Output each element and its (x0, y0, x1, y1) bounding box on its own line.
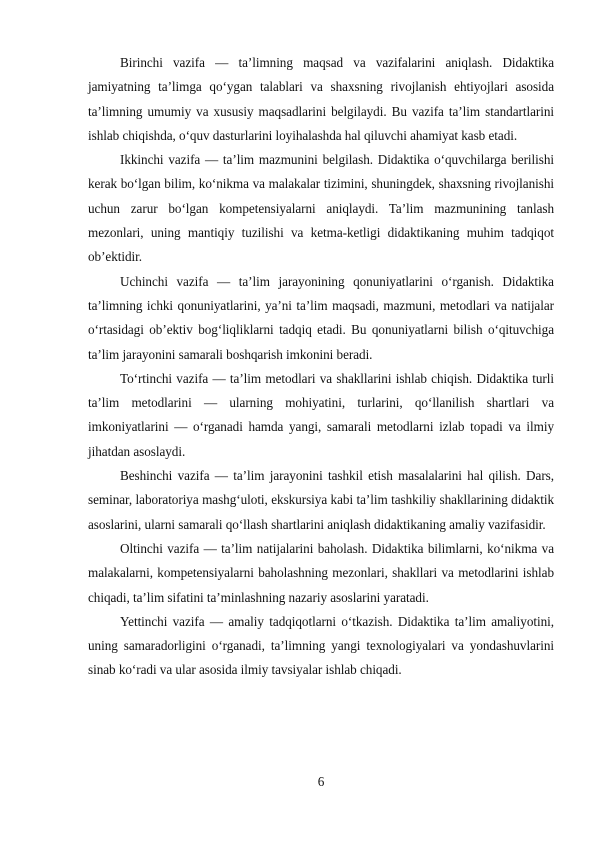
paragraph-task-4: To‘rtinchi vazifa — ta’lim metodlari va shakllarini ishlab chiqish. Didaktika turli ta’lim metodlarini — ularning mohiyatini, turlarini, qo‘llanilish shartlari va imkoniyatlarini — o‘rganadi hamda yangi, samarali metodlarni izlab topadi va ilmiy jihatdan asoslaydi. (88, 370, 554, 459)
paragraph-task-3: Uchinchi vazifa — ta’lim jarayonining qonuniyatlarini o‘rganish. Didaktika ta’limning ichki qonuniyatlarini, ya’ni ta’lim maqsadi, mazmuni, metodlari va natijalar o‘rtasidagi ob’ektiv bog‘liqliklarni tadqiq etadi. Bu qonuniyatlarni bilish o‘qituvchiga ta’lim jarayonini samarali boshqarish imkonini beradi. (88, 273, 554, 362)
paragraph-task-1: Birinchi vazifa — ta’limning maqsad va vazifalarini aniqlash. Didaktika jamiyatning ta’limga qo‘ygan talablari va shaxsning rivojlanish ehtiyojlari asosida ta’limning umumiy va xususiy maqsadlarini belgilaydi. Bu vazifa ta’lim standartlarini ishlab chiqishda, o‘quv dasturlarini loyihalashda hal qiluvchi ahamiyat kasb etadi. (88, 55, 554, 143)
paragraph-task-6: Oltinchi vazifa — ta’lim natijalarini baholash. Didaktika bilimlarni, ko‘nikma va malakalarni, kompetensiyalarni baholashning mezonlari, shakllari va metodlarini ishlab chiqadi, ta’lim sifatini ta’minlashning nazariy asoslarini yaratadi. (88, 540, 554, 605)
page-number: 6 (317, 774, 325, 789)
paragraph-task-5: Beshinchi vazifa — ta’lim jarayonini tashkil etish masalalarini hal qilish. Dars, seminar, laboratoriya mashg‘uloti, ekskursiya kabi ta’lim tashkiliy shakllarining didaktik asoslarini, ularni samarali qo‘llash shartlarini aniqlash didaktikaning amaliy vazifasidir. (88, 468, 554, 532)
document-body (88, 51, 554, 683)
paragraph-task-7: Yettinchi vazifa — amaliy tadqiqotlarni o‘tkazish. Didaktika ta’lim amaliyotini, uning samaradorligini o‘rganadi, ta’limning yangi texnologiyalari va yondashuvlarini sinab ko‘radi va ular asosida ilmiy tavsiyalar ishlab chiqadi. (88, 613, 554, 678)
paragraph-task-2: Ikkinchi vazifa — ta’lim mazmunini belgilash. Didaktika o‘quvchilarga berilishi kerak bo‘lgan bilim, ko‘nikma va malakalar tizimini, shuningdek, shaxsning rivojlanishi uchun zarur bo‘lgan kompetensiyalarni aniqlaydi. Ta’lim mazmunining tanlash mezonlari, uning mantiqiy tuzilishi va ketma-ketligi didaktikaning muhim tadqiqot ob’ektidir. (88, 152, 554, 265)
